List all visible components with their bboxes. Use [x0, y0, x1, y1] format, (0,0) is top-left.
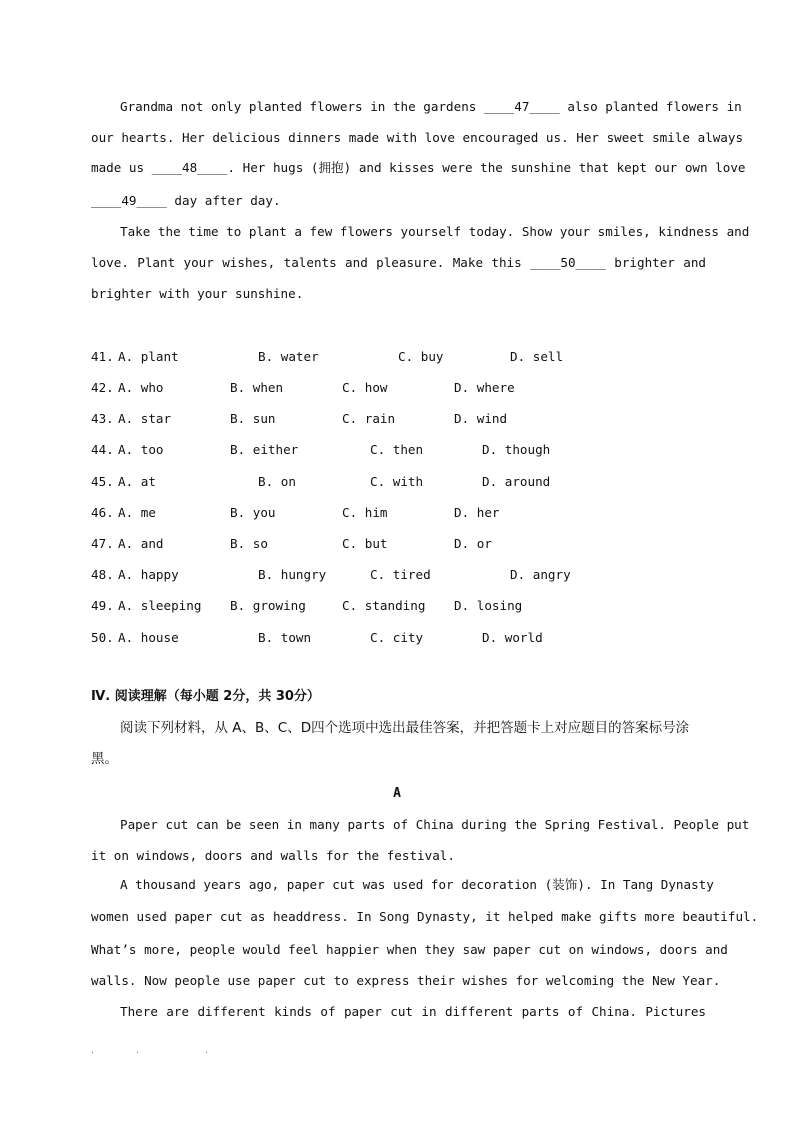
option-c: C. then	[370, 442, 424, 457]
option-d: D. sell	[510, 349, 564, 364]
option-d: D. world	[482, 630, 543, 645]
option-c: C. but	[342, 536, 388, 551]
passage-line: Take the time to plant a few flowers yourself today. Show your smiles, kindness and	[120, 224, 750, 239]
option-d: D. around	[482, 474, 551, 489]
option-d: D. wind	[454, 411, 508, 426]
option-b: B. when	[230, 380, 284, 395]
question-number: 44.	[91, 442, 114, 457]
passage-line: There are different kinds of paper cut in different parts of China. Pictures	[120, 1004, 706, 1019]
option-b: B. you	[230, 505, 276, 520]
option-c: C. him	[342, 505, 388, 520]
question-number: 45.	[91, 474, 114, 489]
passage-line: Paper cut can be seen in many parts of China during the Spring Festival. People put	[120, 817, 750, 832]
scan-dot	[137, 1052, 138, 1053]
option-a: A. and	[118, 536, 164, 551]
option-d: D. her	[454, 505, 500, 520]
question-number: 47.	[91, 536, 114, 551]
option-d: D. losing	[454, 598, 523, 613]
option-c: C. city	[370, 630, 424, 645]
section-heading: Ⅳ. 阅读理解（每小题 2分，共 30分）	[91, 689, 320, 704]
option-a: A. happy	[118, 567, 179, 582]
section-instruction: 阅读下列材料，从 A、B、C、D四个选项中选出最佳答案，并把答题卡上对应题目的答案标号涂	[120, 720, 690, 736]
question-number: 42.	[91, 380, 114, 395]
option-c: C. tired	[370, 567, 431, 582]
option-c: C. rain	[342, 411, 396, 426]
option-d: D. angry	[510, 567, 571, 582]
question-number: 49.	[91, 598, 114, 613]
option-a: A. sleeping	[118, 598, 202, 613]
passage-line: it on windows, doors and walls for the festival.	[91, 848, 455, 863]
option-b: B. on	[258, 474, 296, 489]
passage-label: A	[393, 786, 401, 801]
question-number: 41.	[91, 349, 114, 364]
section-instruction: 黑。	[91, 751, 118, 767]
option-c: C. with	[370, 474, 424, 489]
option-d: D. where	[454, 380, 515, 395]
passage-line: ____49____ day after day.	[91, 193, 281, 208]
scan-dot	[206, 1052, 207, 1053]
option-a: A. house	[118, 630, 179, 645]
option-b: B. town	[258, 630, 312, 645]
passage-line: love. Plant your wishes, talents and pleasure. Make this ____50____ brighter and	[91, 255, 706, 270]
option-b: B. so	[230, 536, 268, 551]
scan-dot	[92, 1052, 93, 1053]
option-a: A. star	[118, 411, 172, 426]
question-number: 48.	[91, 567, 114, 582]
passage-line: brighter with your sunshine.	[91, 286, 304, 301]
option-c: C. how	[342, 380, 388, 395]
passage-line: walls. Now people use paper cut to express their wishes for welcoming the New Year.	[91, 973, 721, 988]
passage-line: What’s more, people would feel happier when they saw paper cut on windows, doors and	[91, 942, 728, 957]
option-d: D. or	[454, 536, 492, 551]
option-a: A. plant	[118, 349, 179, 364]
option-c: C. standing	[342, 598, 426, 613]
option-a: A. who	[118, 380, 164, 395]
option-a: A. too	[118, 442, 164, 457]
option-d: D. though	[482, 442, 551, 457]
option-b: B. either	[230, 442, 299, 457]
option-a: A. me	[118, 505, 156, 520]
option-c: C. buy	[398, 349, 444, 364]
passage-line: made us ____48____. Her hugs (拥抱) and kisses were the sunshine that kept our own love	[91, 160, 746, 175]
passage-line: Grandma not only planted flowers in the gardens ____47____ also planted flowers in	[120, 99, 742, 114]
passage-line: our hearts. Her delicious dinners made with love encouraged us. Her sweet smile always	[91, 130, 744, 145]
option-b: B. water	[258, 349, 319, 364]
option-b: B. hungry	[258, 567, 327, 582]
option-a: A. at	[118, 474, 156, 489]
question-number: 43.	[91, 411, 114, 426]
option-b: B. sun	[230, 411, 276, 426]
question-number: 46.	[91, 505, 114, 520]
passage-line: A thousand years ago, paper cut was used for decoration (装饰). In Tang Dynasty	[120, 877, 714, 892]
question-number: 50.	[91, 630, 114, 645]
option-b: B. growing	[230, 598, 306, 613]
passage-line: women used paper cut as headdress. In Song Dynasty, it helped make gifts more beautiful.	[91, 909, 759, 924]
